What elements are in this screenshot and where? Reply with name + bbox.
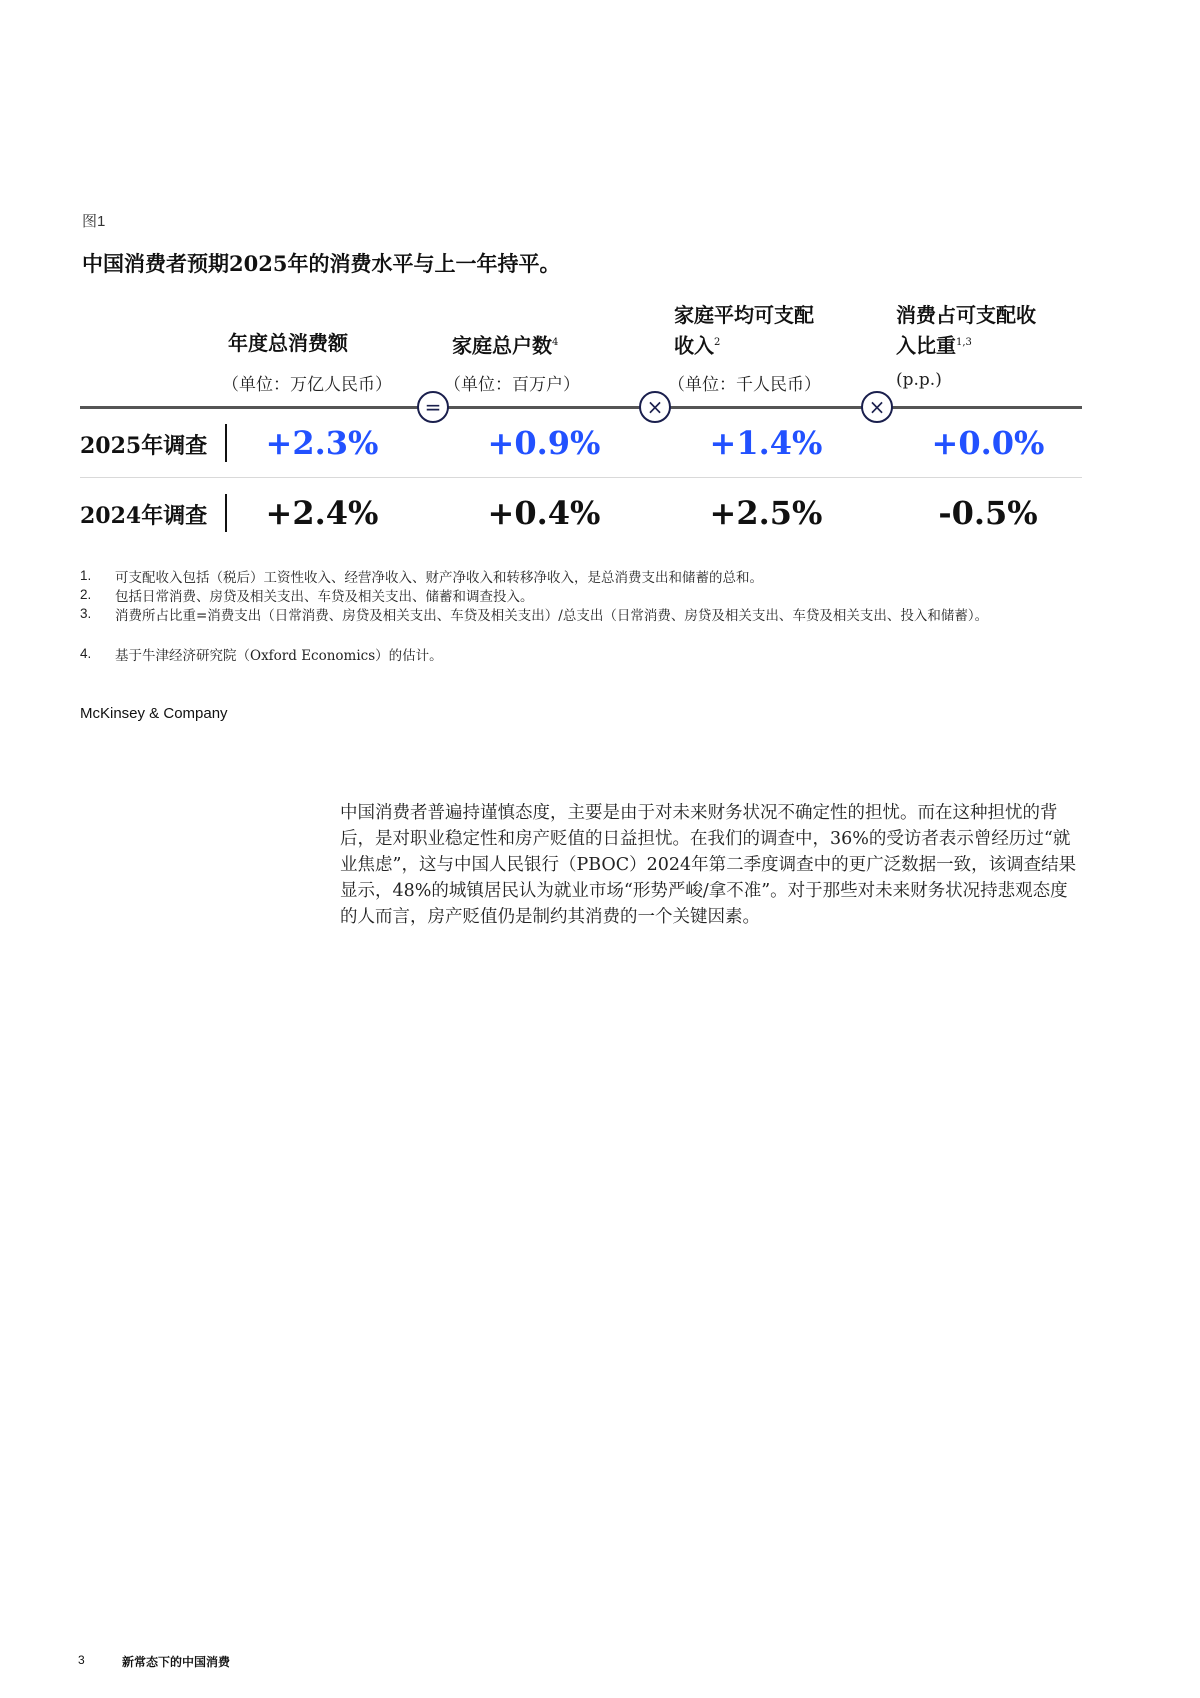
body-paragraph: 中国消费者普遍持谨慎态度，主要是由于对未来财务状况不确定性的担忧。而在这种担忧的背后，是对职业稳定性和房产贬值的日益担忧。在我们的调查中，36%的受访者表示曾经历过“就业焦虑”，这与中国人民银行（PBOC）2024年第二季度调查中的更广泛数据一致，该调查结果显示，48%的城镇居民认为就业市场“形势严峻/拿不准”。对于那些对未来财务状况持悲观态度的人而言，房产贬值仍是制约其消费的一个关键因素。 [340, 803, 1077, 927]
value-2025-consumption-share: +0.0% [931, 424, 1045, 462]
footnote: 1. 可支配收入包括（税后）工资性收入、经营净收入、财产净收入和转移净收入，是总消费支出和储蓄的总和。 [80, 568, 763, 586]
equals-operator-icon: = [417, 391, 449, 423]
figure-label: 图1 [82, 213, 106, 230]
column-header-consumption-share: 消费占可支配收 入比重$^{1,3}$ [896, 303, 1036, 358]
column-unit-total-consumption: （单位：万亿人民币） [222, 375, 392, 395]
footnote: 2. 包括日常消费、房贷及相关支出、车贷及相关支出、储蓄和调查投入。 [80, 587, 534, 605]
footnote: 4. 基于牛津经济研究院（Oxford Economics）的估计。 [80, 646, 443, 664]
page-number: 3 [78, 1653, 85, 1667]
multiply-operator-icon: × [639, 391, 671, 423]
value-2024-total-consumption: +2.4% [265, 494, 379, 532]
column-unit-consumption-share: (p.p.) [896, 370, 942, 390]
figure-title: 中国消费者预期2025年的消费水平与上一年持平。 [82, 251, 561, 276]
row-label-2024: 2024年调查 [80, 503, 208, 529]
multiply-operator-icon: × [861, 391, 893, 423]
column-unit-households: （单位：百万户） [444, 375, 580, 395]
value-2024-households: +0.4% [487, 494, 601, 532]
column-header-households: 家庭总户数$^4$ [452, 333, 559, 358]
table-row-divider [80, 477, 1082, 478]
value-2024-consumption-share: -0.5% [938, 494, 1038, 532]
value-2024-disposable-income: +2.5% [709, 494, 823, 532]
row-label-2025: 2025年调查 [80, 433, 208, 459]
column-header-disposable-income: 家庭平均可支配 收入$^2$ [674, 303, 814, 358]
column-header-total-consumption: 年度总消费额 [228, 331, 348, 355]
footnote: 3. 消费所占比重=消费支出（日常消费、房贷及相关支出、车贷及相关支出）/总支出（日常消费、房贷及相关支出、车贷及相关支出、投入和储蓄）。 [80, 606, 989, 624]
value-2025-total-consumption: +2.3% [265, 424, 379, 462]
value-2025-households: +0.9% [487, 424, 601, 462]
column-unit-disposable-income: （单位：千人民币） [668, 375, 821, 395]
page-footer-title: 新常态下的中国消费 [122, 1655, 231, 1669]
value-2025-disposable-income: +1.4% [709, 424, 823, 462]
table-top-rule [80, 406, 1082, 409]
brand-source: McKinsey & Company [80, 705, 228, 722]
